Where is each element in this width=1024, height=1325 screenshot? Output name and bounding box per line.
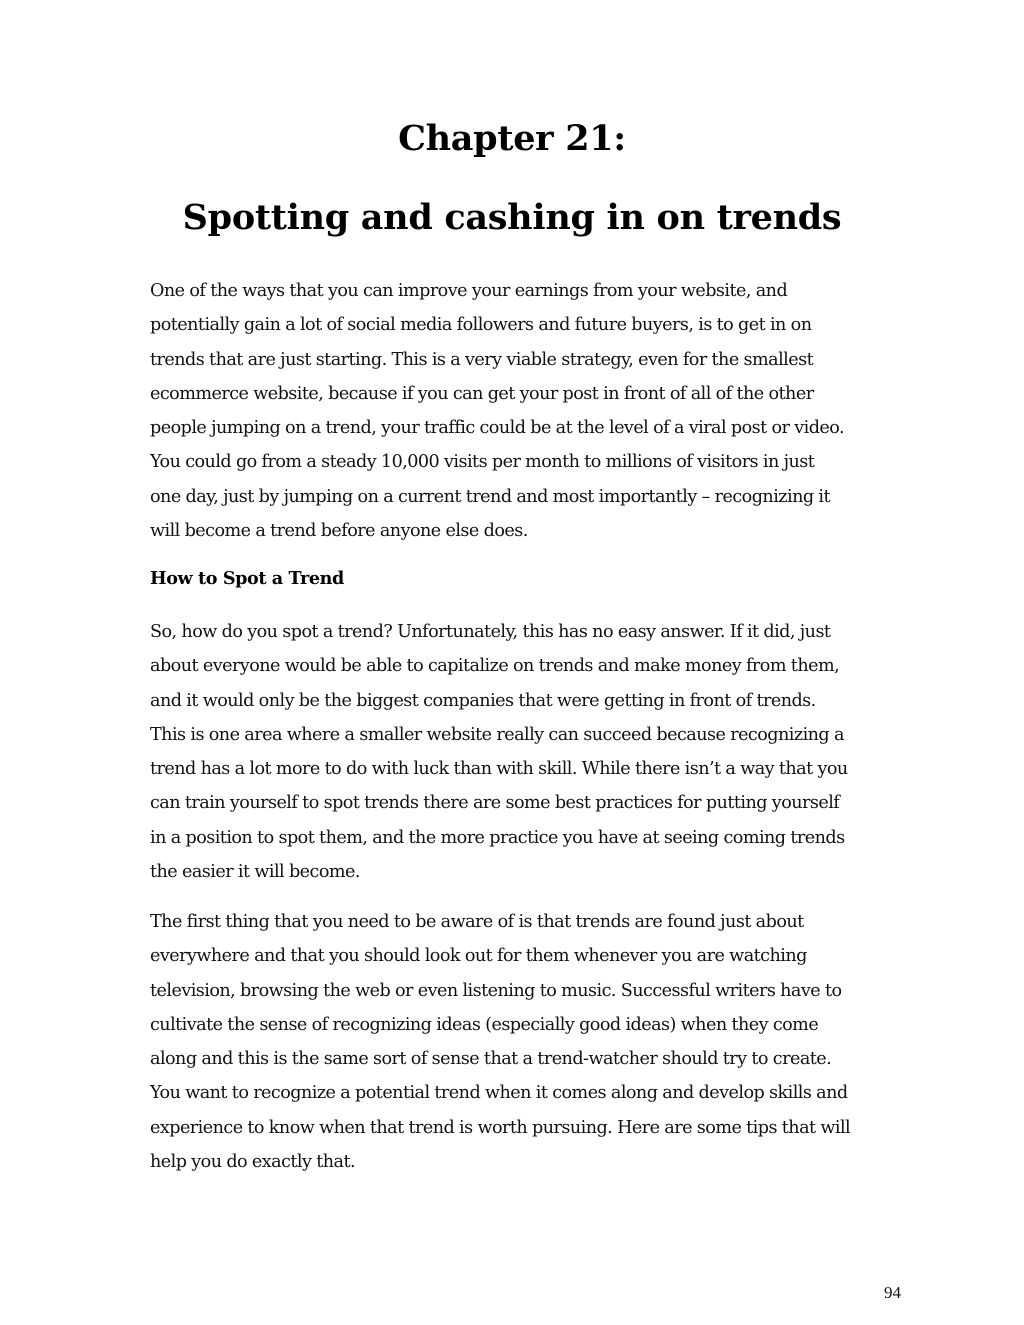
- paragraph-line: cultivate the sense of recognizing ideas (especially good ideas) when they come: [150, 1014, 819, 1035]
- paragraph-line: potentially gain a lot of social media followers and future buyers, is to get in on: [150, 315, 812, 336]
- first-thing-paragraph: [150, 905, 900, 1179]
- paragraph-line: about everyone would be able to capitalize on trends and make money from them,: [150, 656, 840, 677]
- paragraph-line: trends that are just starting. This is a very viable strategy, even for the smallest: [150, 349, 814, 370]
- paragraph-line: one day, just by jumping on a current trend and most importantly – recognizing it: [150, 486, 831, 507]
- paragraph-line: along and this is the same sort of sense that a trend-watcher should try to create.: [150, 1049, 832, 1070]
- paragraph-line: can train yourself to spot trends there are some best practices for putting yourself: [150, 793, 840, 814]
- paragraph-line: One of the ways that you can improve your earnings from your website, and: [150, 281, 788, 301]
- intro-paragraph: [150, 274, 900, 548]
- section-heading: How to Spot a Trend: [150, 568, 344, 589]
- paragraph-line: You could go from a steady 10,000 visits per month to millions of visitors in just: [150, 452, 815, 473]
- paragraph-line: You want to recognize a potential trend when it comes along and develop skills and: [150, 1083, 848, 1104]
- chapter-title-heading: Spotting and cashing in on trends: [182, 197, 842, 238]
- paragraph-line: ecommerce website, because if you can get your post in front of all of the other: [150, 383, 814, 404]
- paragraph-line: in a position to spot them, and the more practice you have at seeing coming trends: [150, 827, 845, 848]
- paragraph-line: television, browsing the web or even listening to music. Successful writers have to: [150, 980, 842, 1001]
- spot-trend-paragraph: [150, 615, 900, 889]
- page-number: 94: [884, 1283, 901, 1302]
- paragraph-line: people jumping on a trend, your traffic could be at the level of a viral post or video.: [150, 418, 845, 439]
- paragraph-line: the easier it will become.: [150, 862, 360, 883]
- paragraph-line: This is one area where a smaller website really can succeed because recognizing a: [150, 724, 844, 745]
- paragraph-line: will become a trend before anyone else does.: [150, 521, 528, 542]
- paragraph-line: help you do exactly that.: [150, 1152, 356, 1173]
- paragraph-line: experience to know when that trend is worth pursuing. Here are some tips that will: [150, 1117, 851, 1138]
- paragraph-line: So, how do you spot a trend? Unfortunately, this has no easy answer. If it did, just: [150, 622, 831, 642]
- paragraph-line: and it would only be the biggest companies that were getting in front of trends.: [150, 690, 816, 711]
- paragraph-line: trend has a lot more to do with luck than with skill. While there isn’t a way that you: [150, 759, 848, 780]
- paragraph-line: everywhere and that you should look out for them whenever you are watching: [150, 946, 807, 967]
- paragraph-line: The first thing that you need to be aware of is that trends are found just about: [150, 912, 804, 932]
- chapter-number-heading: Chapter 21:: [398, 118, 626, 159]
